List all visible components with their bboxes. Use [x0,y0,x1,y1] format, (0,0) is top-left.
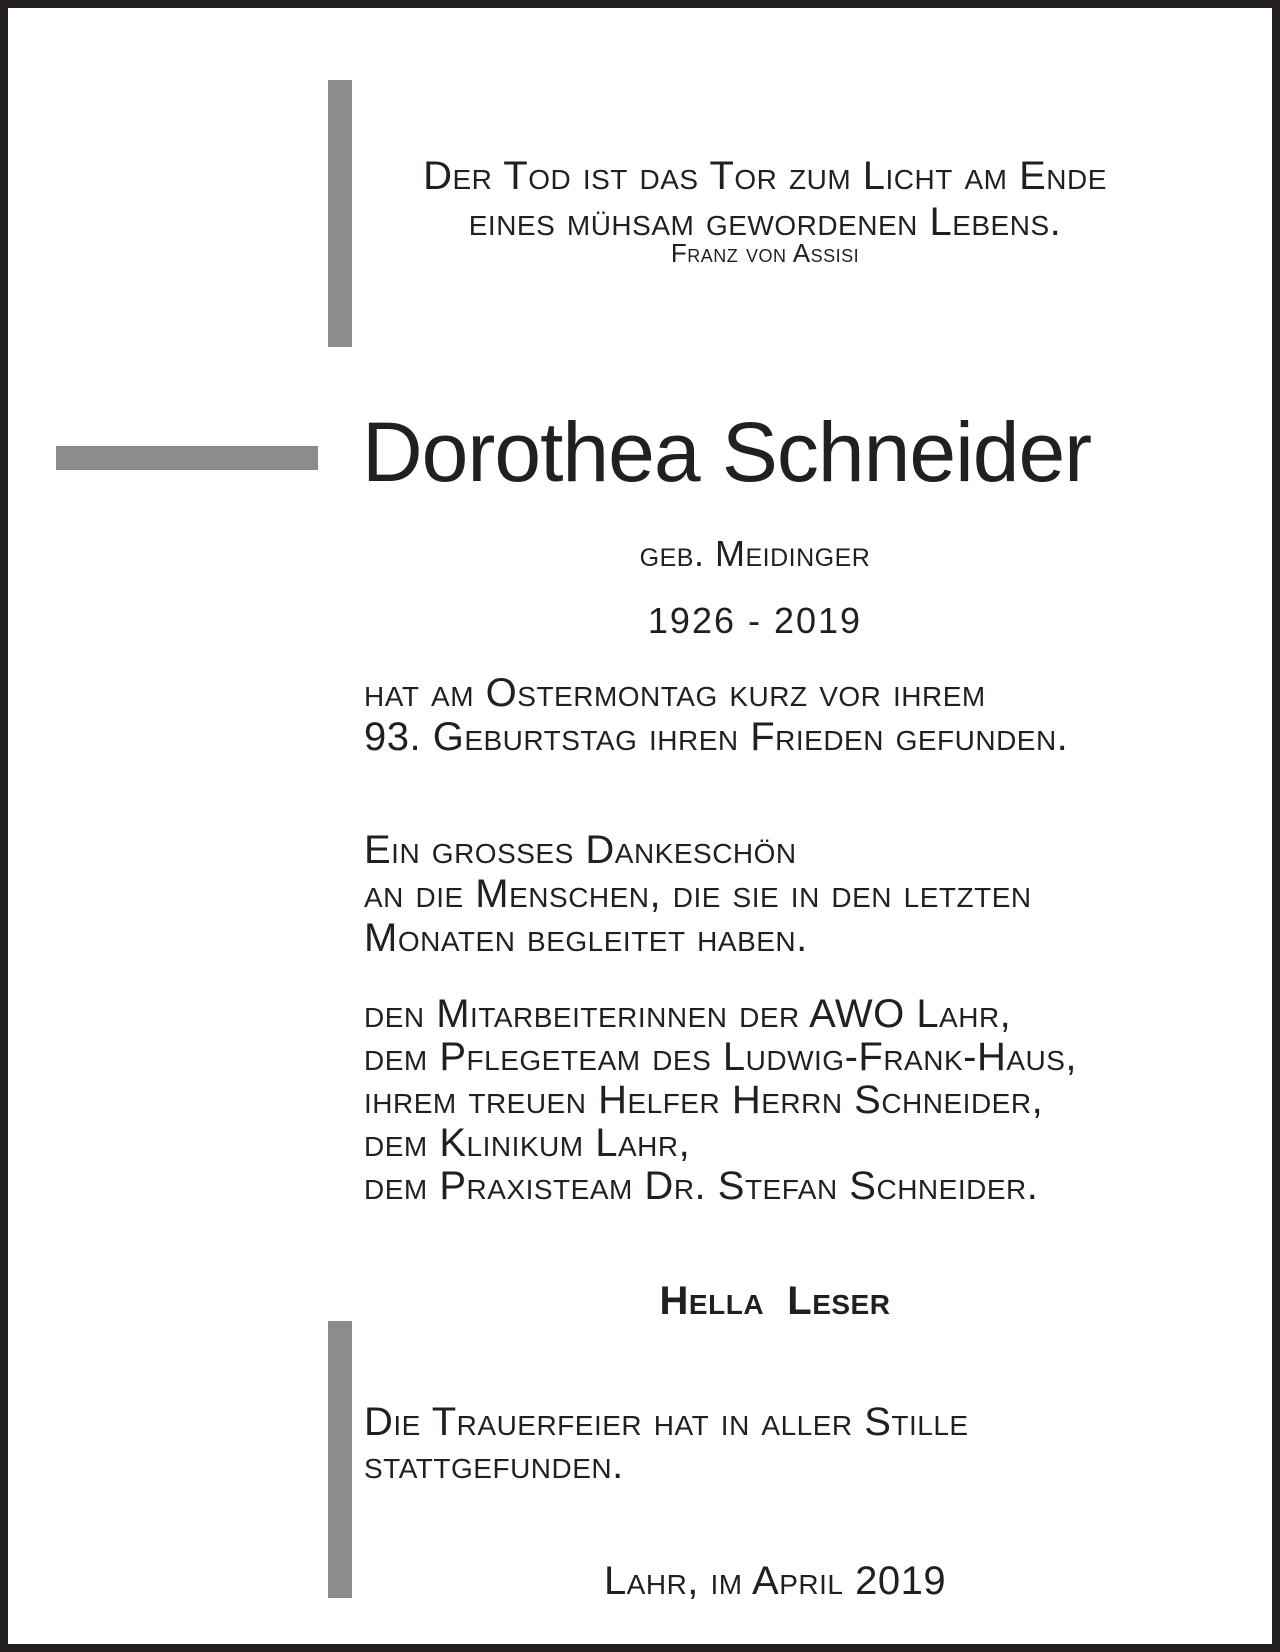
birth-name: geb. Meidinger [639,533,871,574]
recipient-line: dem Klinikum Lahr, [364,1121,691,1165]
recipient-line: dem Praxisteam Dr. Stefan Schneider. [364,1164,1039,1208]
funeral-line: Die Trauerfeier hat in aller Stille [364,1400,969,1444]
recipient-line: den Mitarbeiterinnen der AWO Lahr, [364,992,1012,1036]
thanks-line: Monaten begleitet haben. [364,916,808,960]
announcement-line: 93. Geburtstag ihren Frieden gefunden. [364,715,1069,759]
quote-line: Der Tod ist das Tor zum Licht am Ende [423,154,1107,198]
recipient-line: ihrem treuen Helfer Herrn Schneider, [364,1078,1044,1122]
thanks-intro [364,828,1032,960]
deceased-name: Dorothea Schneider [362,405,1092,499]
place-date: Lahr, im April 2019 [603,1559,947,1603]
funeral-notice [364,1401,969,1487]
quote [360,153,1170,245]
thanks-recipients [364,993,1077,1208]
quote-line: eines mühsam gewordenen Lebens. [468,200,1062,244]
thanks-line: Ein grosses Dankeschön [364,828,797,872]
thanks-line: an die Menschen, die sie in den letzten [364,872,1032,916]
cross-bar-vertical-top [328,80,352,347]
recipient-line: dem Pflegeteam des Ludwig-Frank-Haus, [364,1035,1078,1079]
cross-bar-horizontal [56,446,318,470]
announcement-line: hat am Ostermontag kurz vor ihrem [364,671,986,715]
quote-author: Franz von Assisi [670,238,860,268]
funeral-line: stattgefunden. [364,1443,624,1487]
signature: Hella Leser [659,1279,891,1323]
cross-bar-vertical-bottom [328,1321,352,1598]
announcement [364,671,1068,759]
life-years: 1926 - 2019 [647,600,863,641]
